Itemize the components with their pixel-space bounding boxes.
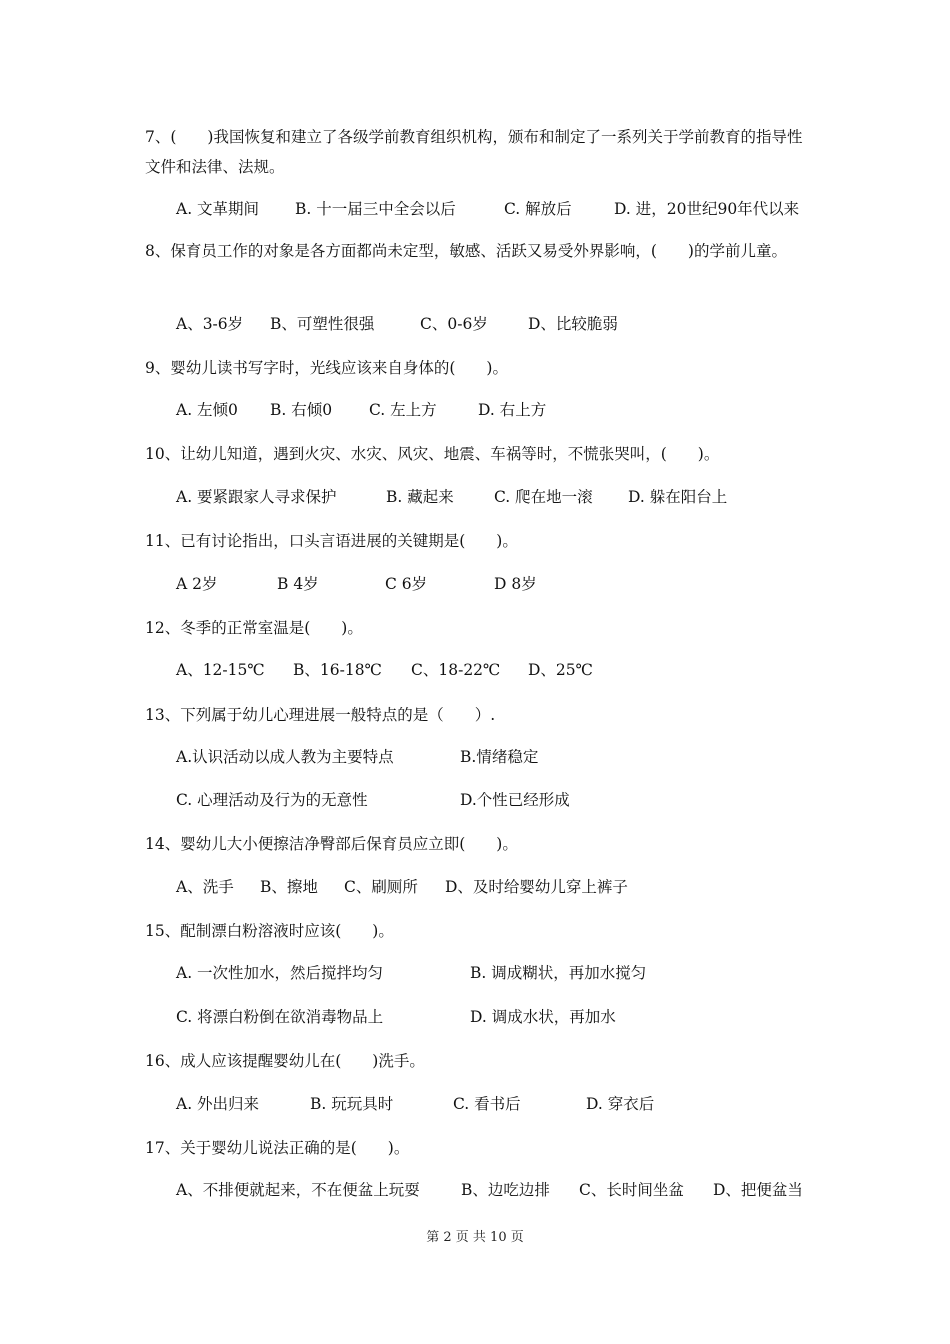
- option-10-d: D. 躲在阳台上: [628, 488, 728, 506]
- option-17-b: B、边吃边排: [461, 1181, 550, 1199]
- option-10-b: B. 藏起来: [386, 488, 454, 506]
- option-9-a: A. 左倾0: [176, 401, 238, 419]
- question-stem-7: 7、( )我国恢复和建立了各级学前教育组织机构，颁布和制定了一系列关于学前教育的指导性文件和法律、法规。: [145, 128, 803, 176]
- option-7-a: A. 文革期间: [176, 200, 260, 218]
- option-13-a: A.认识活动以成人教为主要特点: [176, 748, 394, 766]
- question-stem-16: 16、成人应该提醒婴幼儿在( )洗手。: [145, 1052, 425, 1070]
- option-15-c: C. 将漂白粉倒在欲消毒物品上: [176, 1008, 384, 1026]
- option-17-d: D、把便盆当: [713, 1181, 803, 1199]
- option-13-d: D.个性已经形成: [460, 791, 570, 809]
- option-15-a: A. 一次性加水，然后搅拌均匀: [176, 964, 384, 982]
- option-7-c: C. 解放后: [504, 200, 572, 218]
- option-13-c: C. 心理活动及行为的无意性: [176, 791, 368, 809]
- option-15-b: B. 调成糊状，再加水搅匀: [470, 964, 647, 982]
- option-12-c: C、18-22℃: [411, 661, 501, 679]
- option-17-c: C、长时间坐盆: [579, 1181, 684, 1199]
- option-10-c: C. 爬在地一滚: [494, 488, 593, 506]
- option-10-a: A. 要紧跟家人寻求保护: [176, 488, 337, 506]
- question-stem-14: 14、婴幼儿大小便擦洁净臀部后保育员应立即( )。: [145, 835, 518, 853]
- option-11-b: B 4岁: [277, 575, 319, 593]
- option-9-c: C. 左上方: [369, 401, 437, 419]
- option-13-b: B.情绪稳定: [460, 748, 539, 766]
- option-12-d: D、25℃: [528, 661, 593, 679]
- page-footer: 第 2 页 共 10 页: [426, 1230, 524, 1245]
- option-14-c: C、刷厕所: [344, 878, 418, 896]
- question-stem-15: 15、配制漂白粉溶液时应该( )。: [145, 922, 394, 940]
- question-stem-8: 8、保育员工作的对象是各方面都尚未定型，敏感、活跃又易受外界影响，( )的学前儿童。: [145, 242, 787, 260]
- option-16-a: A. 外出归来: [176, 1095, 260, 1113]
- option-8-a: A、3-6岁: [176, 315, 244, 333]
- option-8-c: C、0-6岁: [420, 315, 488, 333]
- question-stem-10: 10、让幼儿知道，遇到火灾、水灾、风灾、地震、车祸等时，不慌张哭叫，( )。: [145, 445, 720, 463]
- option-14-a: A、洗手: [176, 878, 234, 896]
- option-9-b: B. 右倾0: [270, 401, 333, 419]
- question-stem-11: 11、已有讨论指出，口头言语进展的关键期是( )。: [145, 532, 518, 550]
- option-9-d: D. 右上方: [478, 401, 547, 419]
- option-14-d: D、及时给婴幼儿穿上裤子: [445, 878, 628, 896]
- option-11-d: D 8岁: [494, 575, 537, 593]
- option-8-b: B、可塑性很强: [270, 315, 375, 333]
- question-stem-17: 17、关于婴幼儿说法正确的是( )。: [145, 1139, 410, 1157]
- option-15-d: D. 调成水状，再加水: [470, 1008, 616, 1026]
- option-7-d: D. 进，20世纪90年代以来: [614, 200, 800, 218]
- option-12-a: A、12-15℃: [176, 661, 265, 679]
- question-stem-9: 9、婴幼儿读书写字时，光线应该来自身体的( )。: [145, 359, 508, 377]
- option-8-d: D、比较脆弱: [528, 315, 618, 333]
- option-16-c: C. 看书后: [453, 1095, 521, 1113]
- option-17-a: A、不排便就起来，不在便盆上玩耍: [176, 1181, 420, 1199]
- option-14-b: B、擦地: [260, 878, 318, 896]
- option-16-d: D. 穿衣后: [586, 1095, 655, 1113]
- question-stem-13: 13、下列属于幼儿心理进展一般特点的是（ ）.: [145, 706, 496, 724]
- option-11-c: C 6岁: [385, 575, 428, 593]
- option-7-b: B. 十一届三中全会以后: [295, 200, 456, 218]
- option-12-b: B、16-18℃: [293, 661, 382, 679]
- option-11-a: A 2岁: [176, 575, 218, 593]
- option-16-b: B. 玩玩具时: [310, 1095, 394, 1113]
- question-stem-12: 12、冬季的正常室温是( )。: [145, 619, 363, 637]
